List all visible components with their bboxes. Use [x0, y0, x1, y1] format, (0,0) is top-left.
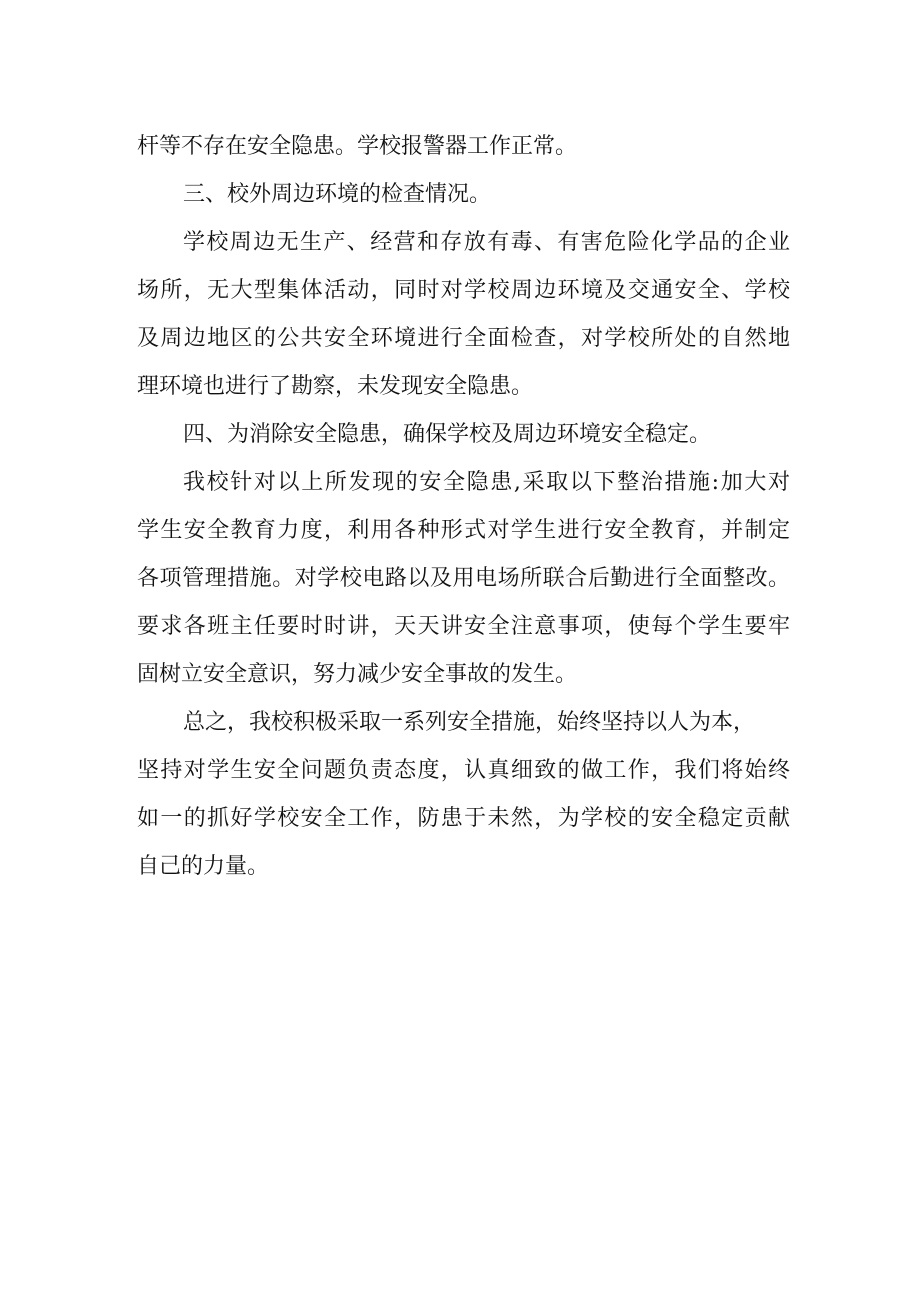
- text-line: 总之，我校积极采取一系列安全措施，始终坚持以人为本，: [183, 710, 756, 735]
- text-line: 学校周边无生产、经营和存放有毒、有害危险化学品的企业: [183, 230, 790, 255]
- text-line: 固树立安全意识，努力减少安全事故的发生。: [137, 662, 578, 687]
- text-line: 要求各班主任要时时讲，天天讲安全注意事项，使每个学生要牢: [137, 614, 790, 639]
- text-line: 我校针对以上所发现的安全隐患,采取以下整治措施:加大对: [183, 470, 790, 495]
- text-line: 及周边地区的公共安全环境进行全面检查，对学校所处的自然地: [137, 326, 790, 351]
- document-body: [137, 123, 790, 891]
- text-line: 理环境也进行了勘察，未发现安全隐患。: [137, 374, 534, 399]
- section-heading-3: [137, 171, 790, 219]
- paragraph-surroundings: [137, 219, 790, 411]
- text-line: 坚持对学生安全问题负责态度，认真细致的做工作，我们将始终: [137, 758, 790, 783]
- text-line: 各项管理措施。对学校电路以及用电场所联合后勤进行全面整改。: [137, 566, 790, 591]
- text-line: 场所，无大型集体活动，同时对学校周边环境及交通安全、学校: [137, 278, 790, 303]
- paragraph-continuation: [137, 123, 790, 171]
- text-line: 如一的抓好学校安全工作，防患于未然，为学校的安全稳定贡献: [137, 806, 790, 831]
- paragraph-measures: [137, 459, 790, 699]
- heading-line: 四、为消除安全隐患，确保学校及周边环境安全稳定。: [183, 422, 712, 447]
- section-heading-4: [137, 411, 790, 459]
- text-line: 学生安全教育力度，利用各种形式对学生进行安全教育，并制定: [137, 518, 790, 543]
- paragraph-conclusion: [137, 699, 790, 891]
- text-line: 自己的力量。: [137, 854, 270, 879]
- heading-line: 三、校外周边环境的检查情况。: [183, 182, 492, 207]
- text-line: 杆等不存在安全隐患。学校报警器工作正常。: [137, 134, 578, 159]
